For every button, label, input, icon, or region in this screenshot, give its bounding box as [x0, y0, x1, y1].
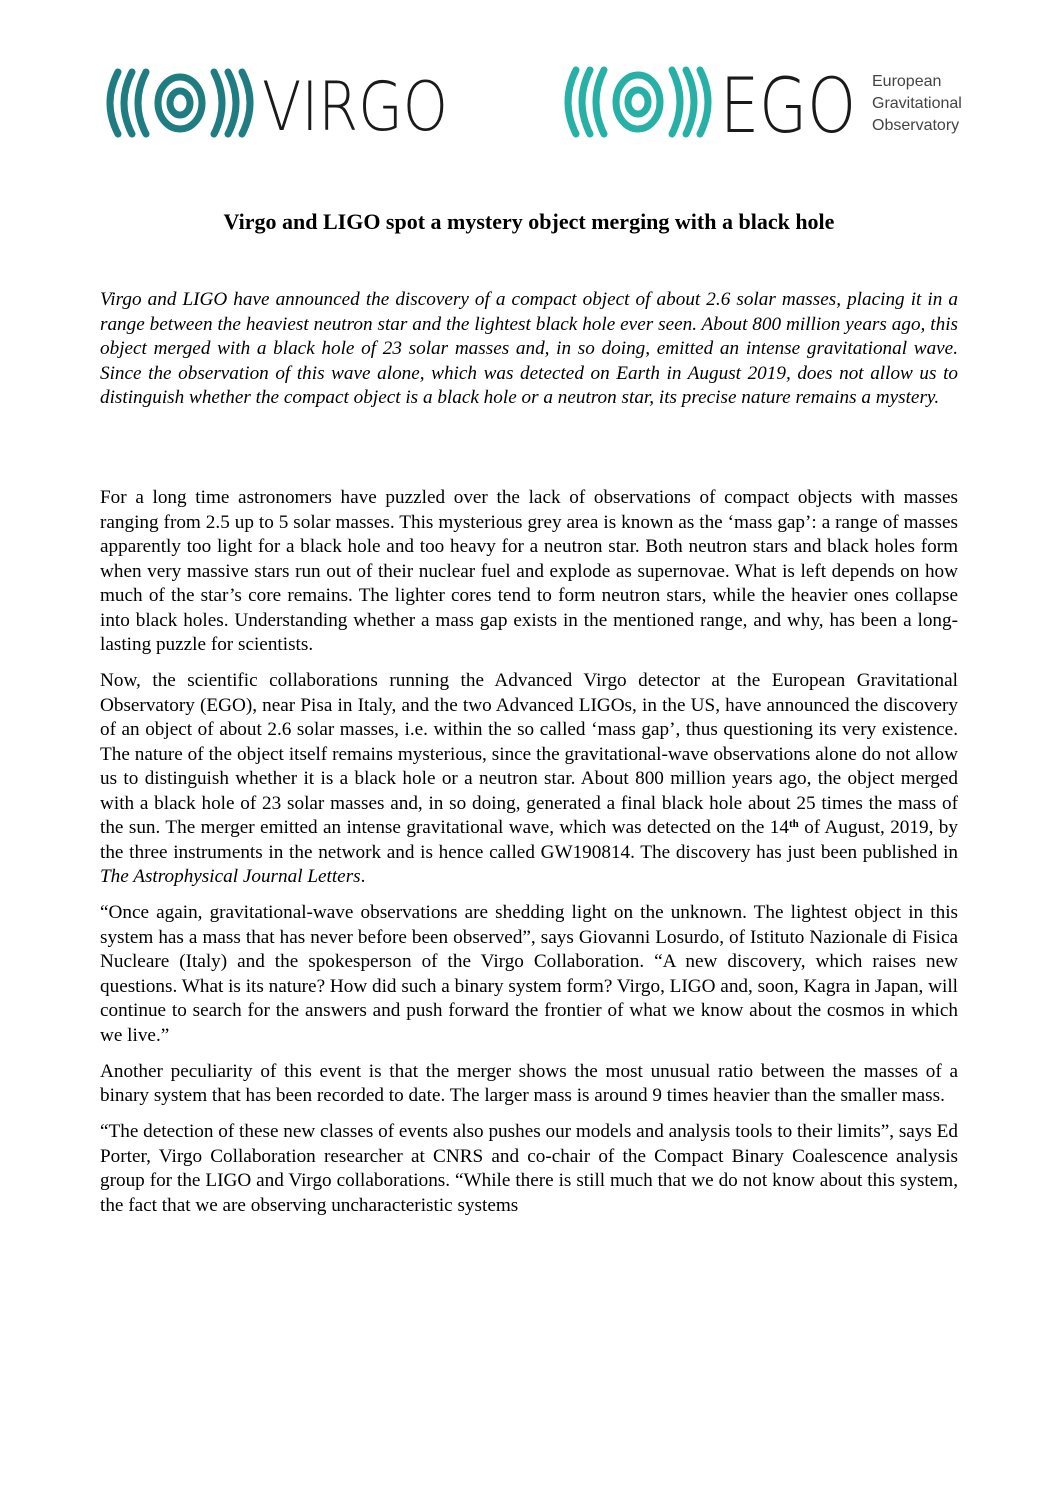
journal-name: The Astrophysical Journal Letters [100, 866, 361, 887]
body-paragraph-1: For a long time astronomers have puzzled over the lack of observations of compact objects with masses ranging from 2.5 up to 5 solar masses. This mysterious grey area is known as the ‘mass gap’: a range of masses apparently too light for a black hole and too heavy for a neutron star. Both neutron stars and black holes form when very massive stars run out of their nuclear fuel and explode as supernovae. What is left depends on how much of the star’s core remains. The lighter cores tend to form neutron stars, while the heavier ones collapse into black holes. Understanding whether a mass gap exists in the mentioned range, and why, has been a long-lasting puzzle for scientists. [100, 487, 958, 655]
body-paragraph-5: “The detection of these new classes of events also pushes our models and analysis tools to their limits”, says Ed Porter, Virgo Collaboration researcher at CNRS and co-chair of the Compact Binary Coalescence analysis group for the LIGO and Virgo collaborations. “While there is still much that we do not know about this system, the fact that we are observing uncharacteristic systems [100, 1121, 958, 1216]
ego-logo [558, 61, 962, 150]
body-paragraph-2-end: . [360, 866, 366, 887]
virgo-wordmark: VIRGO [262, 68, 448, 147]
lead-paragraph [100, 288, 958, 422]
ordinal-suffix: th [789, 818, 799, 830]
body-paragraph-2 [100, 669, 958, 890]
ego-subtitle-line-3: Observatory [872, 117, 960, 134]
page-title: Virgo and LIGO spot a mystery object merging with a black hole [223, 209, 835, 234]
body-paragraph-3: “Once again, gravitational-wave observations are shedding light on the unknown. The lightest object in this system has a mass that has never before been observed”, says Giovanni Losurdo, of Istituto Nazionale di Fisica Nucleare (Italy) and the spokesperson of the Virgo Collaboration. “A new discovery, which raises new questions. What is its nature? How did such a binary system form? Virgo, LIGO and, soon, Kagra in Japan, will continue to search for the answers and push forward the frontier of what we know about the cosmos in which we live.” [100, 902, 958, 1046]
ego-wordmark: EGO [720, 61, 856, 150]
body-paragraph-2-part-a: Now, the scientific collaborations running the Advanced Virgo detector at the European Gravitational Observatory (EGO), near Pisa in Italy, and the two Advanced LIGOs, in the US, have announced the discovery of an object of about 2.6 solar masses, i.e. within the so called ‘mass gap’, thus questioning its very existence. The nature of the object itself remains mysterious, since the gravitational-wave observations alone do not allow us to distinguish whether it is a black hole or a neutron star. About 800 million years ago, the object merged with a black hole of 23 solar masses and, in so doing, generated a final black hole about 25 times the mass of the sun. The merger emitted an intense gravitational wave, which was detected on the 14 [100, 670, 958, 838]
article-body [100, 486, 958, 1230]
lead-text: Virgo and LIGO have announced the discovery of a compact object of about 2.6 solar masses, placing it in a range between the heaviest neutron star and the lightest black hole ever seen. About 800 million years ago, this object merged with a black hole of 23 solar masses and, in so doing, emitted an intense gravitational wave. Since the observation of this wave alone, which was detected on Earth in August 2019, does not allow us to distinguish whether the compact object is a black hole or a neutron star, its precise nature remains a mystery. [100, 289, 958, 408]
body-paragraph-4: Another peculiarity of this event is that the merger shows the most unusual ratio between the masses of a binary system that has been recorded to date. The larger mass is around 9 times heavier than the smaller mass. [100, 1060, 958, 1106]
body-paragraph-2-part-b: of August, 2019, by the three instruments in the network and is hence called GW190814. The discovery has just been published in [100, 817, 958, 863]
ego-wave-icon [568, 70, 708, 134]
ego-subtitle-line-1: European [872, 73, 942, 90]
ego-subtitle-line-2: Gravitational [872, 95, 962, 112]
virgo-wave-icon [110, 72, 250, 134]
virgo-logo [100, 66, 450, 147]
